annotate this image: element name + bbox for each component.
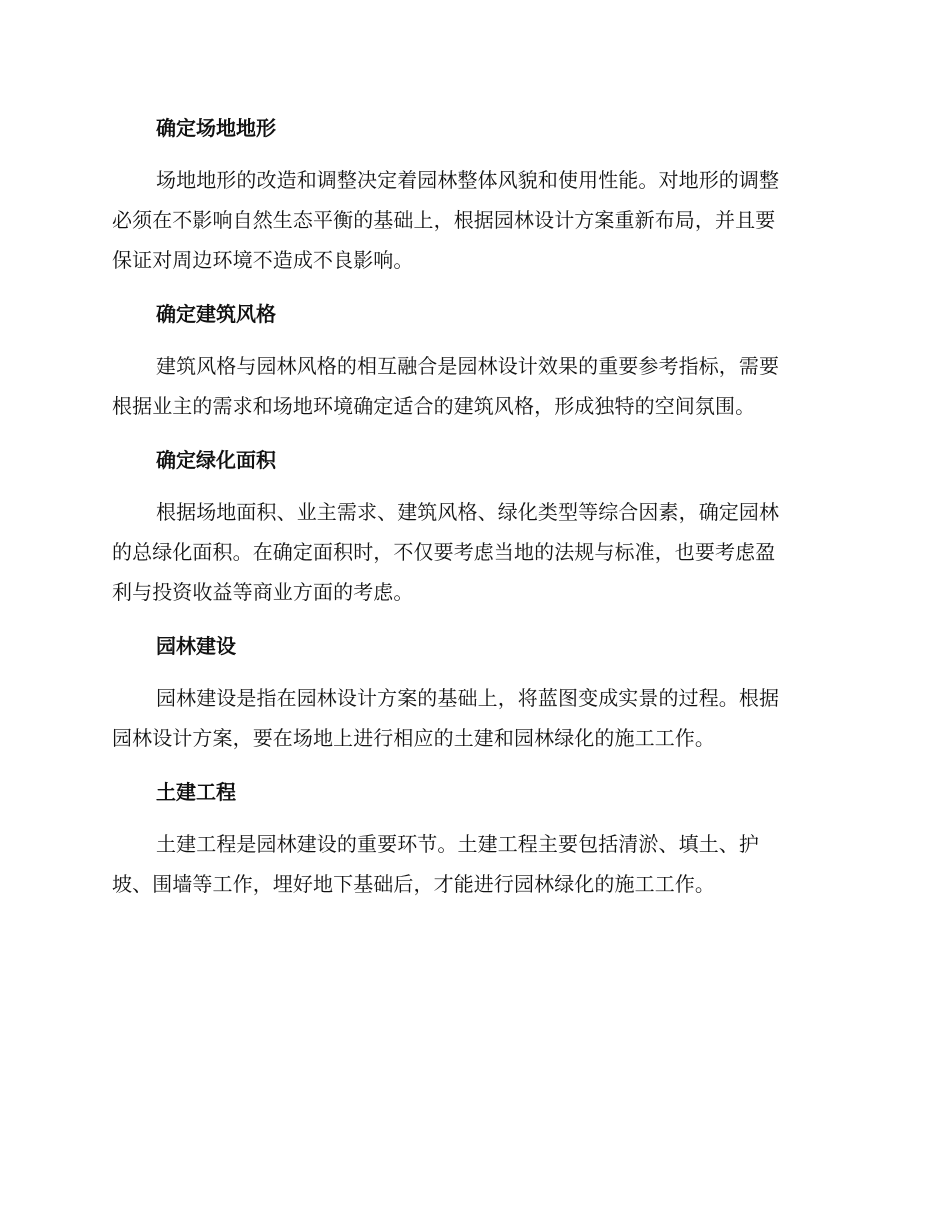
paragraph-line: 园林设计方案，要在场地上进行相应的土建和园林绿化的施工工作。: [112, 726, 715, 750]
section-garden-construction: [112, 626, 832, 758]
paragraph-line: 建筑风格与园林风格的相互融合是园林设计效果的重要参考指标，需要: [156, 354, 780, 378]
section-civil-engineering: [112, 772, 832, 904]
section-architecture-style: [112, 294, 832, 426]
section-green-area: [112, 440, 832, 612]
paragraph-line: 园林建设是指在园林设计方案的基础上，将蓝图变成实景的过程。根据: [156, 686, 780, 710]
paragraph-line: 场地地形的改造和调整决定着园林整体风貌和使用性能。对地形的调整: [156, 168, 780, 192]
paragraph-line: 土建工程是园林建设的重要环节。土建工程主要包括清淤、填土、护: [156, 832, 759, 856]
paragraph-line: 根据场地面积、业主需求、建筑风格、绿化类型等综合因素，确定园林: [156, 500, 780, 524]
paragraph-line: 根据业主的需求和场地环境确定适合的建筑风格，形成独特的空间氛围。: [112, 394, 756, 418]
paragraph-line: 利与投资收益等商业方面的考虑。: [112, 580, 414, 604]
section-paragraph: [112, 492, 832, 612]
section-paragraph: [112, 824, 832, 904]
document-page: [112, 108, 832, 918]
section-heading: 确定建筑风格: [156, 302, 276, 326]
paragraph-line: 坡、围墙等工作，埋好地下基础后，才能进行园林绿化的施工工作。: [112, 872, 715, 896]
section-heading: 土建工程: [156, 780, 236, 804]
paragraph-line: 的总绿化面积。在确定面积时，不仅要考虑当地的法规与标准，也要考虑盈: [112, 540, 776, 564]
paragraph-line: 必须在不影响自然生态平衡的基础上，根据园林设计方案重新布局，并且要: [112, 208, 776, 232]
section-heading: 确定场地地形: [156, 116, 276, 140]
section-terrain: [112, 108, 832, 280]
section-paragraph: [112, 160, 832, 280]
paragraph-line: 保证对周边环境不造成不良影响。: [112, 248, 414, 272]
section-heading: 确定绿化面积: [156, 448, 276, 472]
section-paragraph: [112, 346, 832, 426]
section-heading: 园林建设: [156, 634, 236, 658]
section-paragraph: [112, 678, 832, 758]
